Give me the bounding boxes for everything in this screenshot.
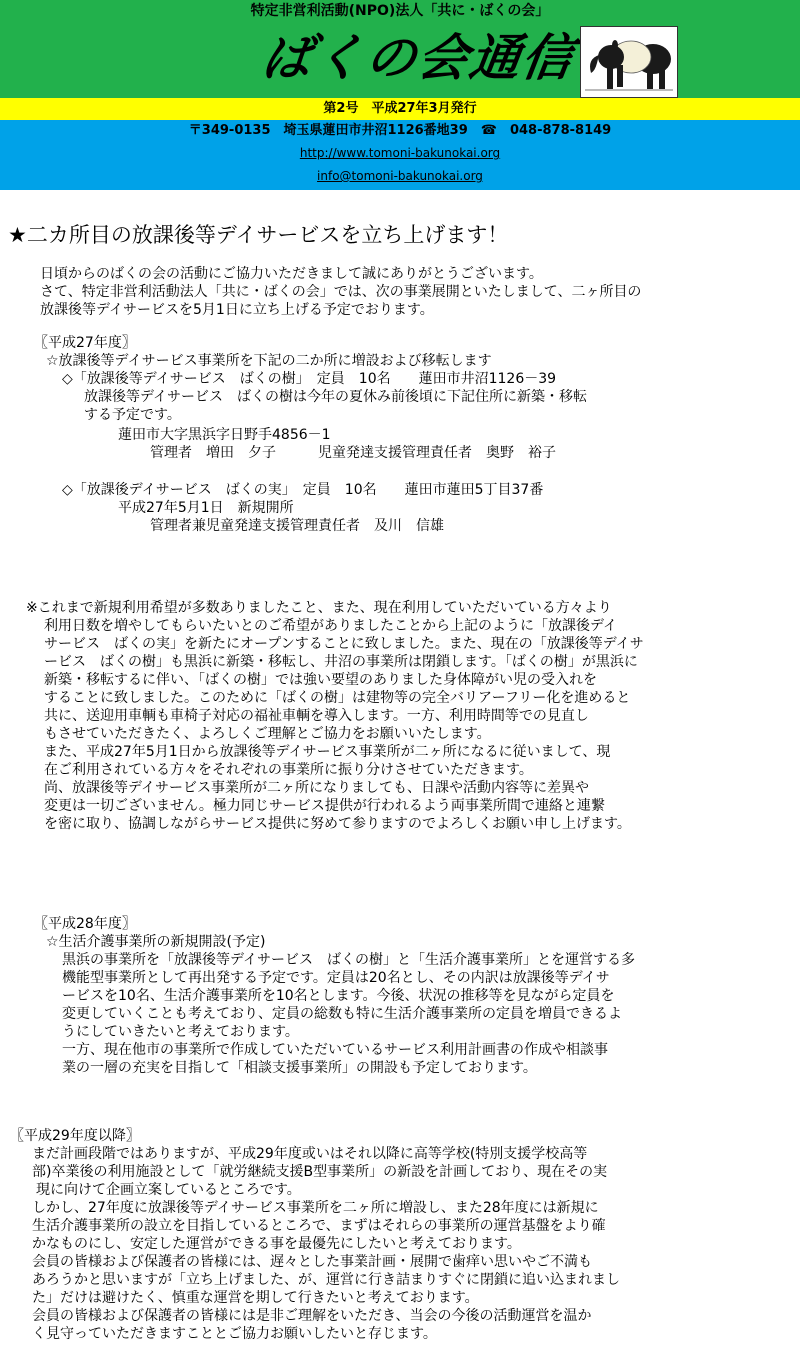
- issue-line: 第2号 平成27年3月発行: [0, 98, 800, 120]
- facility2-opening: 平成27年5月1日 新規開所: [118, 500, 294, 516]
- facility1-managers: 管理者 増田 夕子 児童発達支援管理責任者 奥野 裕子: [150, 445, 556, 461]
- note-line: 利用日数を増やしてもらいたいとのご希望がありましたことから上記のように「放課後デイ: [44, 618, 618, 634]
- h29-line: 会員の皆様および保護者の皆様には是非ご理解をいただき、当会の今後の活動運営を温か: [32, 1308, 592, 1324]
- note-line: ※これまで新規利用希望が多数ありましたこと、また、現在利用していただいている方々より: [26, 600, 612, 616]
- h28-line: うにしていきたいと考えております。: [62, 1024, 299, 1040]
- newsletter-title: ばくの会通信: [257, 29, 579, 87]
- h28-line: 一方、現在他市の事業所で作成していただいているサービス利用計画書の作成や相談事: [62, 1042, 608, 1058]
- note-line: 新築・移転するに伴い、「ばくの樹」では強い要望のありました身体障がい児の受入れを: [44, 672, 597, 688]
- facility2-head: ◇「放課後デイサービス ばくの実」 定員 10名 蓮田市蓮田5丁目37番: [62, 482, 544, 498]
- address-phone: 〒349-0135 埼玉県蓮田市井沼1126番地39 ☎ 048-878-8149: [188, 123, 612, 138]
- section-title-h28: 〖平成28年度〗: [34, 916, 136, 932]
- facility1-head: ◇「放課後等デイサービス ばくの樹」 定員 10名 蓮田市井沼1126－39: [62, 371, 557, 387]
- h29-line: かなものにし、安定した運営ができる事を最優先にしたいと考えております。: [32, 1236, 521, 1252]
- h29-line: あろうかと思いますが「立ち上げました、が、運営に行き詰まりすぐに閉鎖に追い込まれまし: [32, 1272, 620, 1288]
- h29-line: た」だけは避けたく、慎重な運営を期して行きたいと考えております。: [32, 1290, 479, 1306]
- h28-line: 変更していくことも考えており、定員の総数も特に生活介護事業所の定員を増員できるよ: [62, 1006, 622, 1022]
- h29-line: 生活介護事業所の設立を目指しているところで、まずはそれらの事業所の運営基盤をより確: [32, 1218, 606, 1234]
- facility1-line: する予定です。: [84, 407, 181, 423]
- facility2-managers: 管理者兼児童発達支援管理責任者 及川 信雄: [150, 518, 444, 534]
- newsletter-header: [0, 0, 800, 190]
- note-line: また、平成27年5月1日から放課後等デイサービス事業所が二ヶ所になるに従いまして、現: [44, 744, 611, 760]
- h28-line: 黒浜の事業所を「放課後等デイサービス ばくの樹」と「生活介護事業所」とを運営する多: [62, 952, 636, 968]
- note-line: サービス ばくの実」を新たにオープンすることに致しました。また、現在の「放課後等デイサ: [44, 636, 644, 652]
- contact-band: [0, 120, 800, 190]
- intro-line: 日頃からのばくの会の活動にご協力いただきまして誠にありがとうございます。: [40, 266, 543, 282]
- headline: ★二カ所目の放課後等デイサービスを立ち上げます！: [8, 223, 509, 247]
- h29-line: 部)卒業後の利用施設として「就労継続支援B型事業所」の新設を計画しており、現在その実: [32, 1164, 608, 1180]
- title-band: [0, 22, 800, 98]
- h29-line: しかし、27年度に放課後等デイサービス事業所を二ヶ所に増設し、また28年度には新規に: [32, 1200, 599, 1216]
- h28-star-item: ☆生活介護事業所の新規開設(予定): [46, 934, 266, 950]
- org-name: 特定非営利活動(NPO)法人「共に・ばくの会」: [0, 0, 800, 22]
- h29-line: 会員の皆様および保護者の皆様には、遅々とした事業計画・展開で歯痒い思いやご不満も: [32, 1254, 592, 1270]
- h29-line: 現に向けて企画立案しているところです。: [36, 1182, 301, 1198]
- facility1-new-address: 蓮田市大字黒浜字日野手4856－1: [118, 427, 331, 443]
- website-link[interactable]: http://www.tomoni-bakunokai.org: [299, 146, 501, 160]
- h29-line: く見守っていただきますこととご協力お願いしたいと存じます。: [32, 1326, 437, 1342]
- section-title-h29: 〖平成29年度以降〗: [10, 1128, 140, 1144]
- email-link[interactable]: info@tomoni-bakunokai.org: [317, 169, 483, 183]
- tapir-logo-icon: [580, 26, 678, 98]
- h27-star-item: ☆放課後等デイサービス事業所を下記の二か所に増設および移転します: [46, 353, 492, 369]
- h28-line: 業の一層の充実を目指して「相談支援事業所」の開設も予定しております。: [62, 1060, 537, 1076]
- note-line: 共に、送迎用車輌も車椅子対応の福祉車輌を導入します。一方、利用時間等での見直し: [44, 708, 589, 724]
- facility1-line: 放課後等デイサービス ばくの樹は今年の夏休み前後頃に下記住所に新築・移転: [84, 389, 588, 405]
- note-line: 在ご利用されている方々をそれぞれの事業所に振り分けさせていただきます。: [44, 762, 533, 778]
- h29-line: まだ計画段階ではありますが、平成29年度或いはそれ以降に高等学校(特別支援学校高等: [32, 1146, 588, 1162]
- h28-line: ービスを10名、生活介護事業所を10名とします。今後、状況の推移等を見ながら定員を: [62, 988, 615, 1004]
- section-title-h27: 〖平成27年度〗: [34, 335, 136, 351]
- h28-line: 機能型事業所として再出発する予定です。定員は20名とし、その内訳は放課後等デイサ: [62, 970, 610, 986]
- intro-line: 放課後等デイサービスを5月1日に立ち上げる予定でおります。: [40, 302, 434, 318]
- note-line: ービス ばくの樹」も黒浜に新築・移転し、井沼の事業所は閉鎖します。「ばくの樹」が黒浜に: [44, 654, 638, 670]
- note-line: もさせていただきたく、よろしくご理解とご協力をお願いいたします。: [44, 726, 491, 742]
- note-line: 尚、放課後等デイサービス事業所が二ヶ所になりましても、日課や活動内容等に差異や: [44, 780, 590, 796]
- note-line: 変更は一切ございません。極力同じサービス提供が行われるよう両事業所間で連絡と連繋: [44, 798, 605, 814]
- note-line: することに致しました。このために「ばくの樹」は建物等の完全バリアーフリー化を進めると: [44, 690, 631, 706]
- intro-line: さて、特定非営利活動法人「共に・ばくの会」では、次の事業展開といたしまして、二ヶ所目の: [40, 284, 642, 300]
- note-line: を密に取り、協調しながらサービス提供に努めて参りますのでよろしくお願い申し上げます。: [44, 816, 631, 832]
